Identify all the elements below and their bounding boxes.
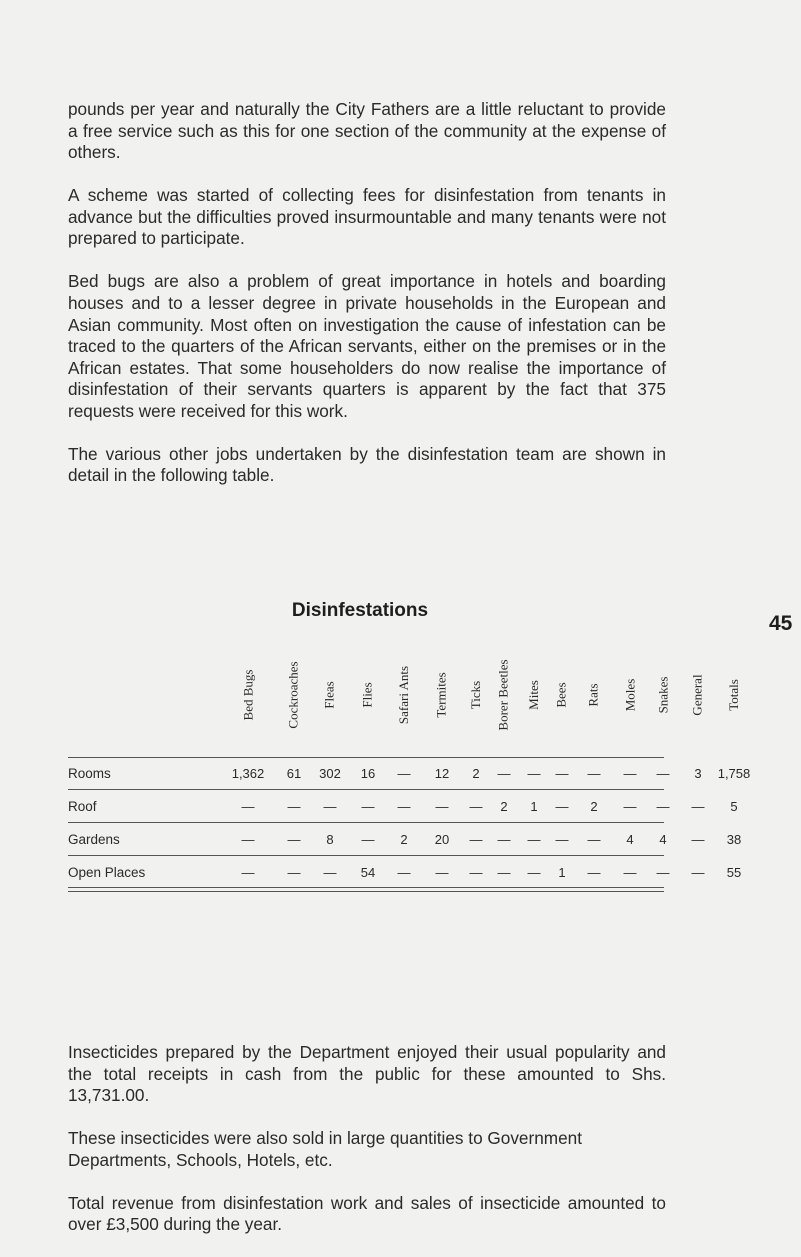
table-cell: — (469, 865, 483, 880)
column-header-label: Snakes (655, 676, 670, 714)
column-header-label: Rats (586, 683, 601, 707)
table-cell: — (587, 832, 601, 847)
column-header-label: Fleas (322, 681, 338, 709)
table-row (68, 865, 742, 885)
table-cell: — (656, 799, 670, 814)
table-rule (68, 757, 664, 758)
table-cell: — (527, 865, 541, 880)
table-cell: — (623, 865, 637, 880)
column-header (723, 648, 745, 742)
column-header-label: Moles (622, 678, 637, 712)
table-cell: — (623, 766, 637, 781)
column-header (357, 648, 379, 742)
table-cell: — (323, 799, 337, 814)
table-cell: — (656, 766, 670, 781)
intro-text (68, 99, 666, 508)
table-cell: — (497, 865, 511, 880)
table-cell: — (555, 799, 569, 814)
table-cell: 2 (500, 799, 508, 814)
table-row (68, 799, 738, 819)
table-cell: — (691, 865, 705, 880)
table-cell: 61 (286, 766, 302, 781)
table-cell: — (241, 799, 255, 814)
column-header (619, 648, 641, 742)
table-cell: — (435, 865, 449, 880)
table-cell: — (361, 832, 375, 847)
table-cell: — (691, 799, 705, 814)
column-header-label: Termites (434, 672, 450, 718)
row-label: Rooms (68, 766, 111, 781)
column-header-label: Mites (526, 680, 541, 710)
table-cell: 1 (558, 865, 566, 880)
column-header (465, 648, 487, 742)
column-header (652, 648, 674, 742)
row-label: Open Places (68, 865, 146, 880)
column-header-label: Totals (726, 679, 741, 711)
column-header-label: Ticks (468, 680, 483, 710)
table-cell: — (397, 865, 411, 880)
table-cell: 4 (659, 832, 667, 847)
closing-text (68, 1042, 666, 1257)
table-cell: 2 (590, 799, 598, 814)
table-cell: — (555, 766, 569, 781)
table-title: Disinfestations (291, 600, 429, 621)
paragraph: pounds per year and naturally the City Fathers are a little reluctant to provide a free service such as this for one section of the community at the expense of others. (68, 99, 666, 163)
table-cell: 1,362 (231, 766, 265, 781)
column-header-label: Bees (554, 682, 569, 708)
table-cell: — (527, 832, 541, 847)
table-cell: — (691, 832, 705, 847)
table-cell: — (435, 799, 449, 814)
table-row (68, 832, 742, 852)
column-header-label: Cockroaches (286, 661, 302, 729)
table-cell: — (241, 865, 255, 880)
column-header-label: Safari Ants (396, 665, 412, 725)
table-cell: — (397, 766, 411, 781)
table-cell: — (555, 832, 569, 847)
column-header-label: Borer Beetles (496, 659, 511, 731)
table-cell: — (241, 832, 255, 847)
table-cell: 55 (726, 865, 742, 880)
table-cell: 1,758 (717, 766, 751, 781)
table-cell: — (469, 799, 483, 814)
column-header-label: Bed Bugs (240, 669, 256, 721)
table-cell: 2 (472, 766, 480, 781)
column-header-label: General (690, 674, 706, 716)
column-header (319, 648, 341, 742)
row-label: Gardens (68, 832, 120, 847)
table-cell: 20 (434, 832, 450, 847)
paragraph: Total revenue from disinfestation work and sales of insecticide amounted to over £3,500 during the year. (68, 1192, 666, 1235)
paragraph: A scheme was started of collecting fees for disinfestation from tenants in advance but the difficulties proved insurmountable and many tenants were not prepared to participate. (68, 185, 666, 249)
column-header (583, 648, 605, 742)
paragraph: These insecticides were also sold in large quantities to Government Departments, Schools, Hotels, etc. (68, 1128, 582, 1170)
table-rule (68, 855, 664, 856)
column-header (551, 648, 573, 742)
table-cell: 1 (530, 799, 538, 814)
column-header (687, 648, 709, 742)
table-cell: — (361, 799, 375, 814)
table-cell: — (587, 766, 601, 781)
table-cell: 16 (360, 766, 376, 781)
table-cell: — (527, 766, 541, 781)
table-cell: 3 (694, 766, 702, 781)
table-cell: — (587, 865, 601, 880)
table-cell: — (497, 832, 511, 847)
paragraph: Bed bugs are also a problem of great importance in hotels and boarding houses and to a lesser degree in private households in the European and Asian community. Most often on investigation the cause of infestation can be traced to the quarters of the African servants, either on the premises or in the African estates. That some householders do now realise the importance of disinfestation of their servants quarters is apparent by the fact that 375 requests were received for this work. (68, 271, 666, 421)
table-row (68, 766, 751, 786)
column-header (237, 648, 259, 742)
table-rule (68, 822, 664, 823)
table-cell: 54 (360, 865, 376, 880)
table-cell: — (397, 799, 411, 814)
column-header (431, 648, 453, 742)
column-header (283, 648, 305, 742)
table-cell: 8 (326, 832, 334, 847)
paragraph: Insecticides prepared by the Department enjoyed their usual popularity and the total receipts in cash from the public for these amounted to Shs. 13,731.00. (68, 1042, 666, 1106)
table-cell: — (287, 832, 301, 847)
column-header (393, 648, 415, 742)
table-cell: 4 (626, 832, 634, 847)
row-label: Roof (68, 799, 97, 814)
paragraph: The various other jobs undertaken by the disinfestation team are shown in detail in the following table. (68, 443, 666, 486)
table-cell: — (497, 766, 511, 781)
table-cell: — (287, 865, 301, 880)
table-rule (68, 789, 664, 790)
table-cell: — (656, 865, 670, 880)
column-header-label: Flies (360, 682, 376, 708)
column-header (523, 648, 545, 742)
table-cell: 2 (400, 832, 408, 847)
table-cell: 38 (726, 832, 742, 847)
table-cell: — (469, 832, 483, 847)
table-cell: 12 (434, 766, 450, 781)
table-cell: — (323, 865, 337, 880)
table-cell: 5 (730, 799, 738, 814)
table-cell: 302 (319, 766, 341, 781)
page-number: 45 (769, 612, 793, 635)
column-header (493, 648, 515, 742)
table-rule (68, 887, 664, 892)
table-cell: — (623, 799, 637, 814)
table-cell: — (287, 799, 301, 814)
